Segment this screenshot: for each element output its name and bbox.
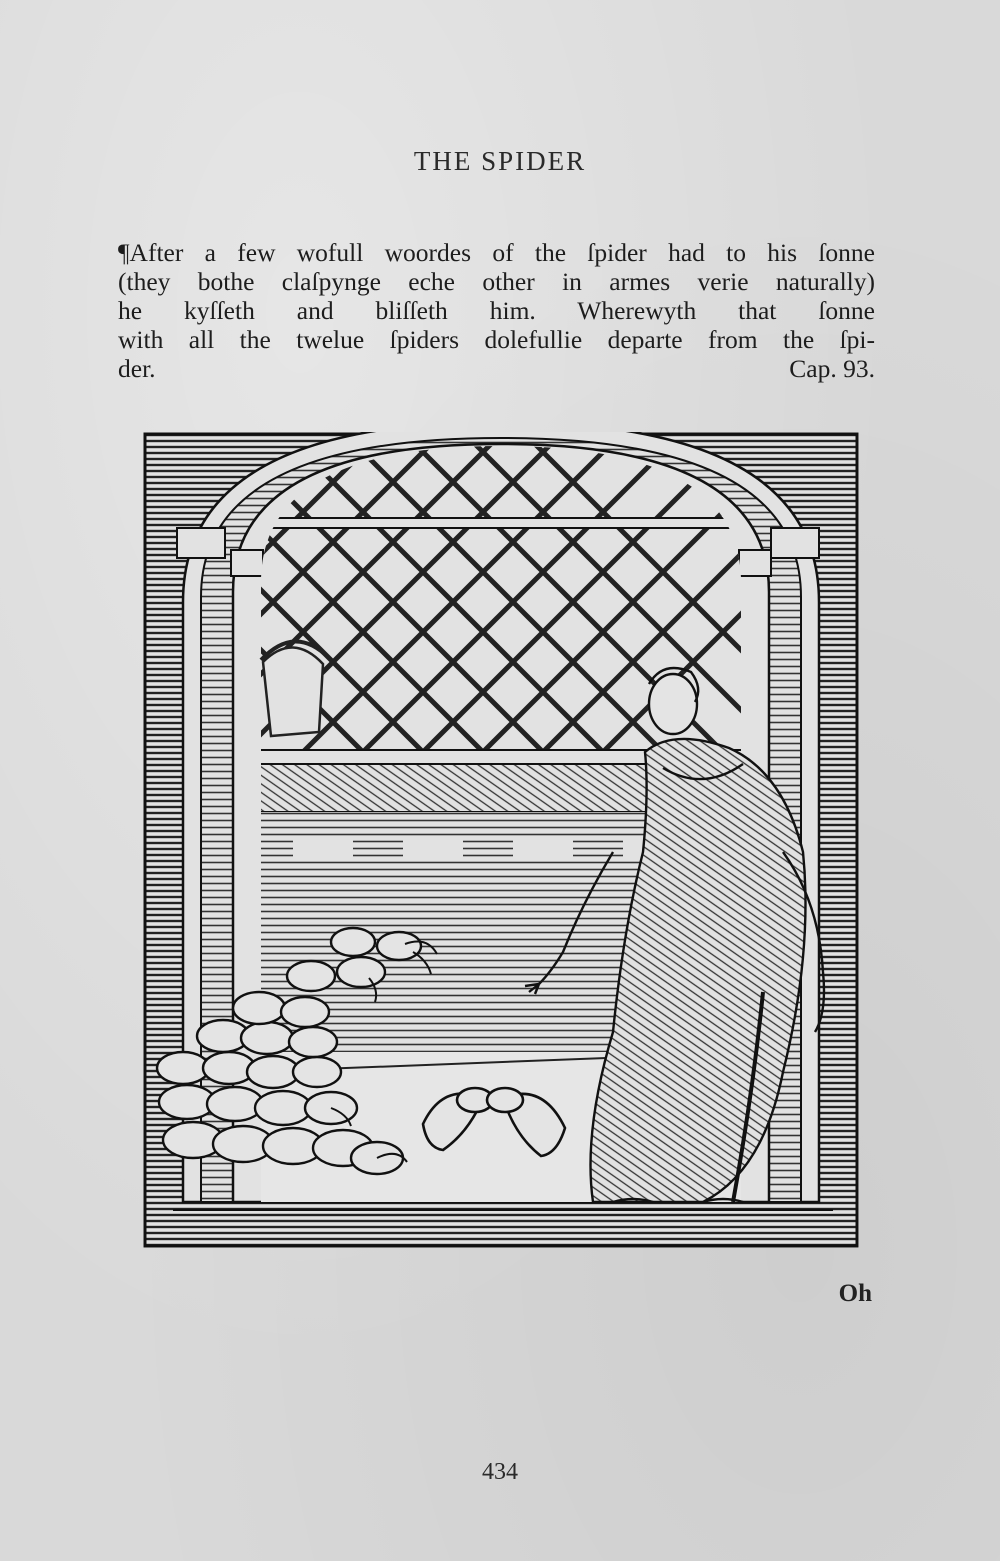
paragraph-line-3: he kyſſeth and bliſſeth him. Wherewyth that ſonne (118, 296, 875, 325)
paragraph-last-line (118, 354, 875, 383)
paragraph-line-2: (they bothe claſpynge eche other in armes verie naturally) (118, 267, 875, 296)
chapter-summary-paragraph (118, 238, 875, 383)
woodcut-illustration-icon (143, 432, 859, 1248)
running-head: THE SPIDER (413, 146, 587, 176)
catchword: Oh (838, 1280, 872, 1307)
woodcut-illustration (143, 432, 859, 1248)
page-number: 434 (482, 1459, 518, 1485)
paragraph-line-4: with all the twelue ſpiders dolefullie departe from the ſpi- (118, 325, 875, 354)
paragraph-line-1: ¶After a few wofull woordes of the ſpider had to his ſonne (118, 238, 875, 267)
paragraph-line-5: der. (118, 354, 156, 383)
chapter-number: Cap. 93. (789, 354, 875, 383)
